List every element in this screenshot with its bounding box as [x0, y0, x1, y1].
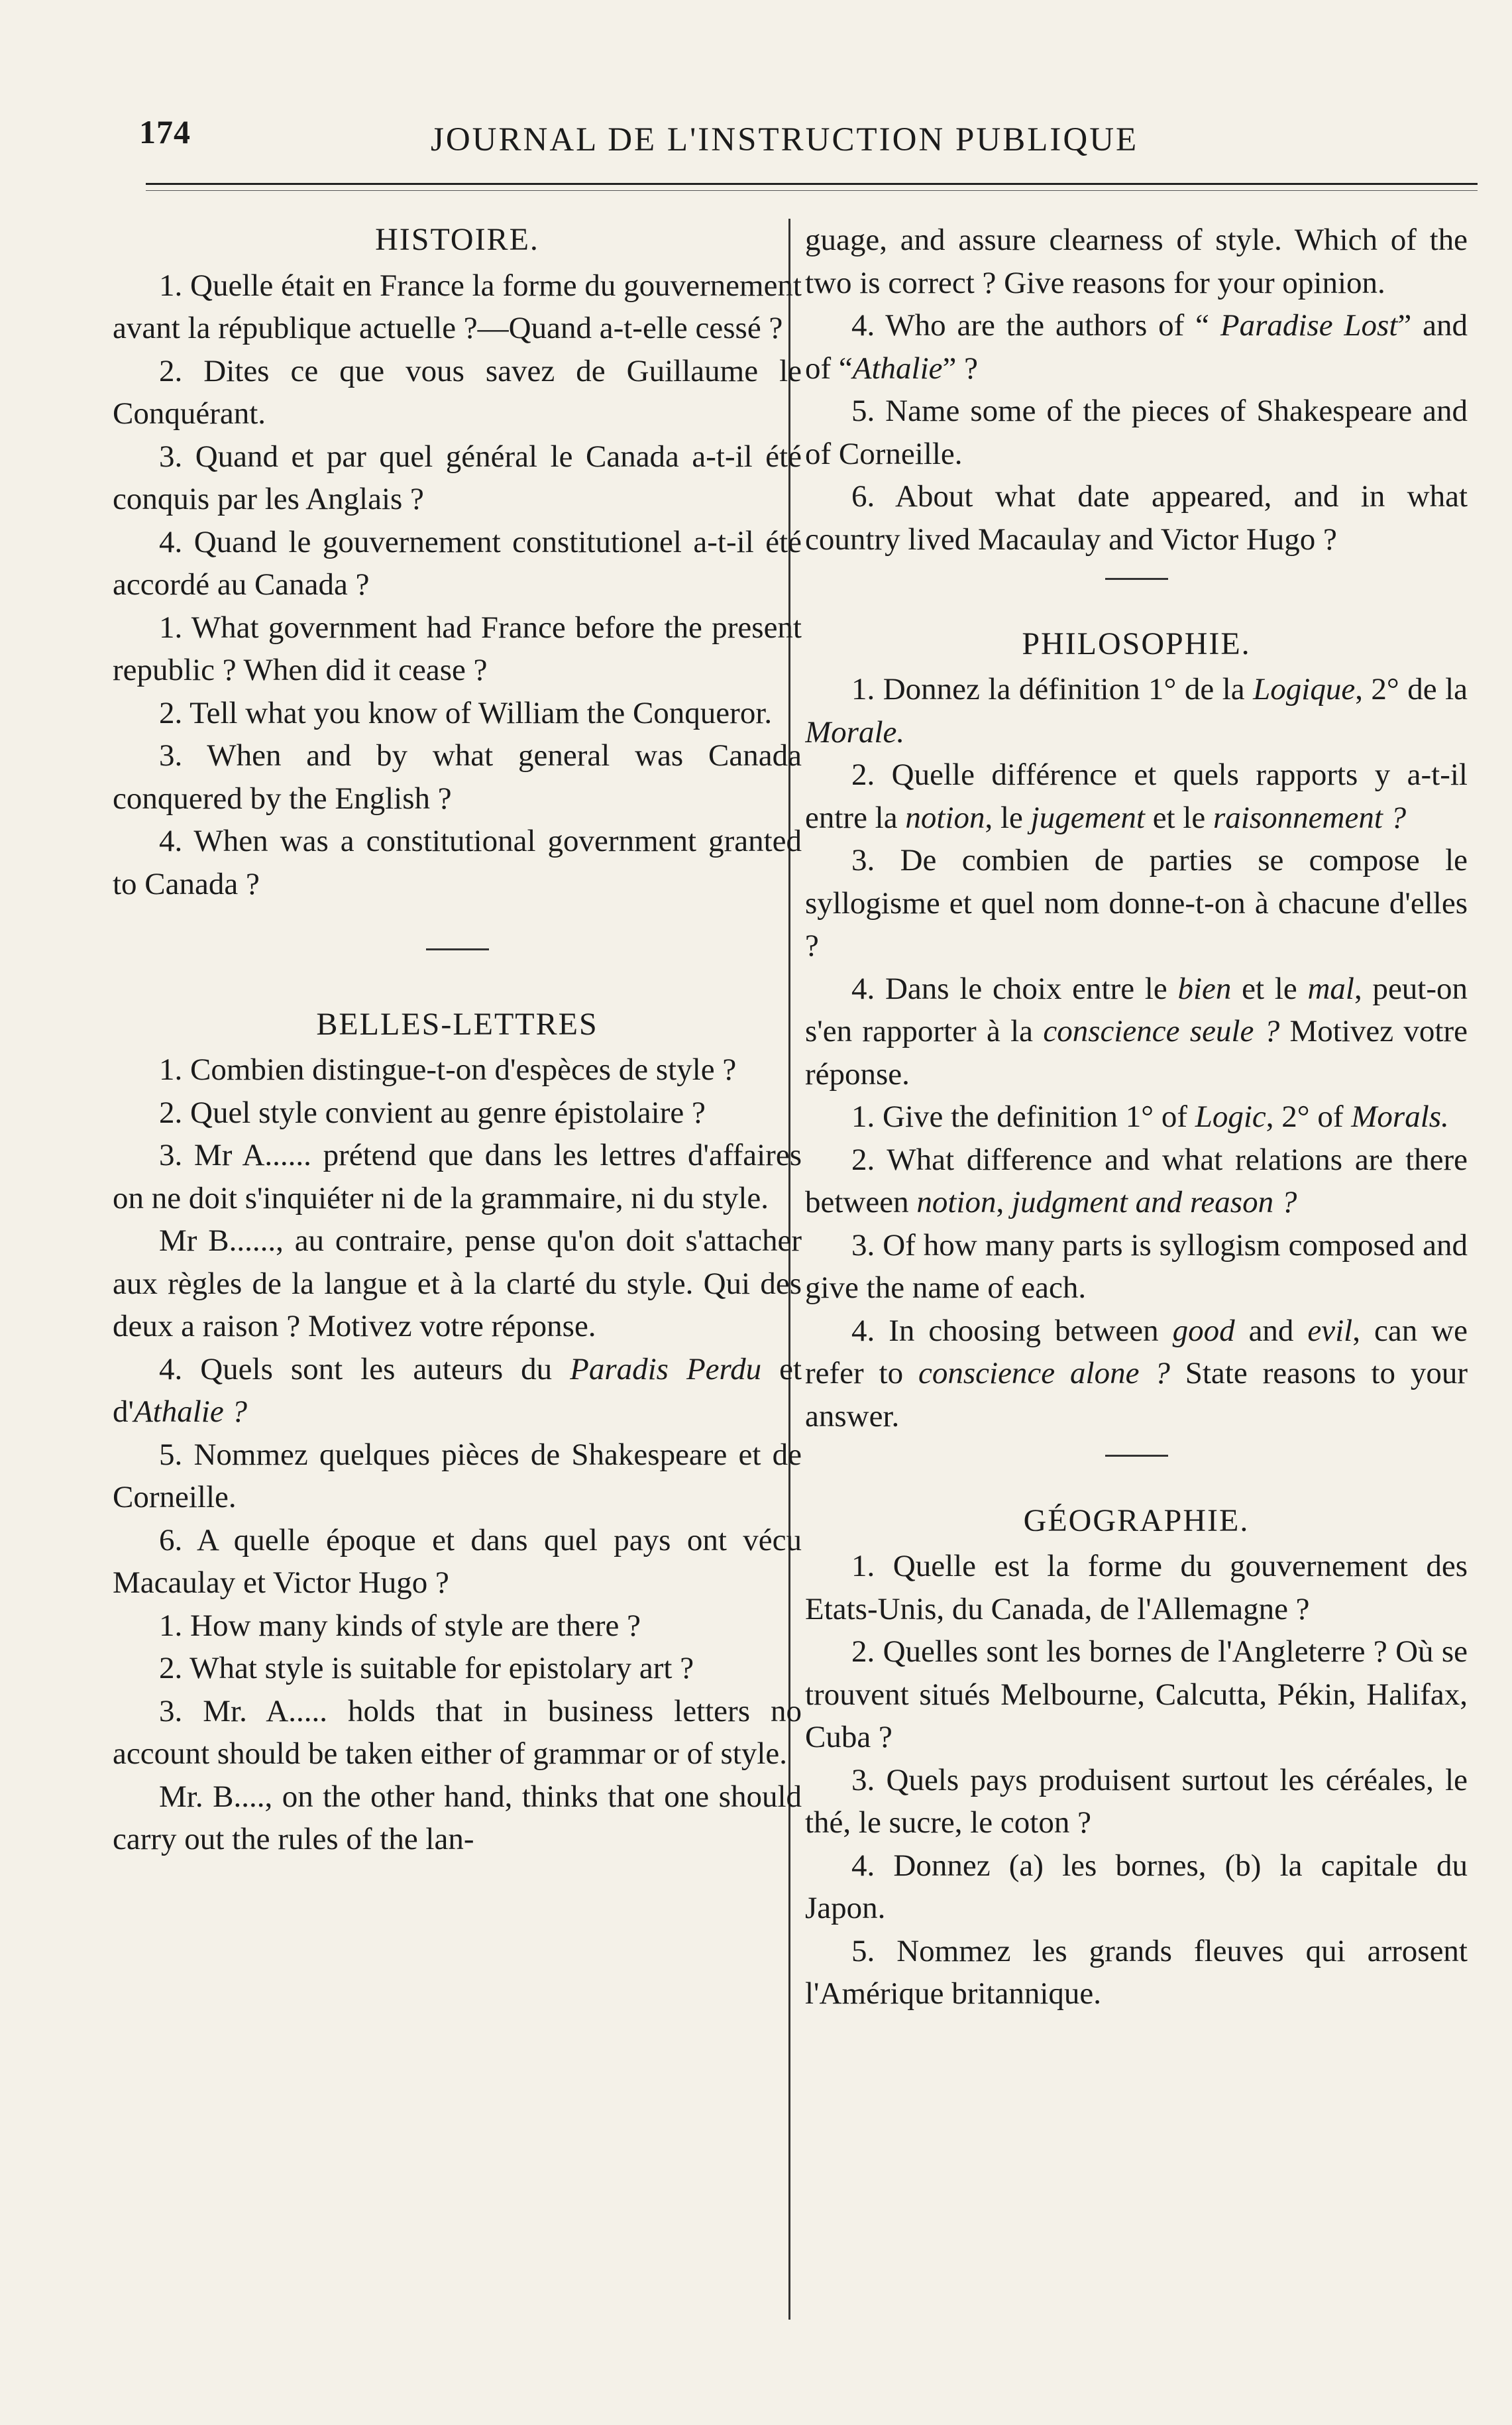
histoire-question-1-fr: 1. Quelle était en France la forme du gouvernement avant la république actuelle ?—Quand a-t-elle cessé ? [113, 268, 802, 345]
geographie-question-1: 1. Quelle est la forme du gouvernement des Etats-Unis, du Canada, de l'Allemagne ? [805, 1549, 1468, 1626]
philosophie-question-2-fr: 2. Quelle différence et quels rapports y a-t-il entre la notion, le jugement et le raisonnement ? [805, 758, 1468, 835]
philosophie-question-1-en: 1. Give the definition 1° of Logic, 2° of Morals. [851, 1100, 1449, 1134]
philosophie-question-4-fr: 4. Dans le choix entre le bien et le mal, peut-on s'en rapporter à la conscience seule ? Motivez votre réponse. [805, 971, 1468, 1092]
belles-lettres-question-4-en: 4. Who are the authors of “ Paradise Lost” and of “Athalie” ? [805, 308, 1468, 386]
histoire-question-3-en: 3. When and by what general was Canada conquered by the English ? [113, 738, 802, 816]
geographie-question-4: 4. Donnez (a) les bornes, (b) la capitale du Japon. [805, 1848, 1468, 1925]
geographie-question-3: 3. Quels pays produisent surtout les céréales, le thé, le sucre, le coton ? [805, 1762, 1468, 1840]
histoire-question-4-en: 4. When was a constitutional government granted to Canada ? [113, 824, 802, 901]
left-column [113, 219, 802, 2340]
belles-lettres-question-3a-en: 3. Mr. A..... holds that in business letters no account should be taken either of grammar or of style. [113, 1693, 802, 1771]
geographie-question-2: 2. Quelles sont les bornes de l'Angleterre ? Où se trouvent situés Melbourne, Calcutta, Pékin, Halifax, Cuba ? [805, 1634, 1468, 1754]
belles-lettres-question-5-fr: 5. Nommez quelques pièces de Shakespeare et de Corneille. [113, 1437, 802, 1514]
belles-lettres-question-2-en: 2. What style is suitable for epistolary art ? [159, 1651, 694, 1685]
geographie-question-5: 5. Nommez les grands fleuves qui arrosent l'Amérique britannique. [805, 1933, 1468, 2011]
histoire-question-2-fr: 2. Dites ce que vous savez de Guillaume le Conquérant. [113, 353, 802, 431]
belles-lettres-question-6-en: 6. About what date appeared, and in what country lived Macaulay and Victor Hugo ? [805, 479, 1468, 557]
section-heading-geographie: GÉOGRAPHIE. [1023, 1502, 1250, 1538]
belles-lettres-question-3b-fr: Mr B......, au contraire, pense qu'on doit s'attacher aux règles de la langue et à la clarté du style. Qui des deux a raison ? Motivez votre réponse. [113, 1223, 802, 1343]
right-column [805, 219, 1468, 2340]
belles-lettres-question-2-fr: 2. Quel style convient au genre épistolaire ? [159, 1095, 706, 1130]
belles-lettres-question-5-en: 5. Name some of the pieces of Shakespeare and of Corneille. [805, 394, 1468, 471]
philosophie-question-3-fr: 3. De combien de parties se compose le syllogisme et quel nom donne-t-on à chacune d'elles ? [805, 843, 1468, 963]
section-heading-histoire: HISTOIRE. [375, 222, 539, 257]
belles-lettres-question-4-fr: 4. Quels sont les auteurs du Paradis Perdu et d'Athalie ? [113, 1351, 802, 1429]
belles-lettres-question-3a-fr: 3. Mr A...... prétend que dans les lettres d'affaires on ne doit s'inquiéter ni de la grammaire, ni du style. [113, 1138, 802, 1215]
belles-lettres-question-6-fr: 6. A quelle époque et dans quel pays ont vécu Macaulay et Victor Hugo ? [113, 1522, 802, 1600]
header-rule [146, 183, 1478, 191]
histoire-question-3-fr: 3. Quand et par quel général le Canada a-t-il été conquis par les Anglais ? [113, 439, 802, 516]
section-heading-belles-lettres: BELLES-LETTRES [316, 1006, 598, 1042]
philosophie-question-2-en: 2. What difference and what relations are there between notion, judgment and reason ? [805, 1142, 1468, 1219]
belles-lettres-question-3b-en: Mr. B...., on the other hand, thinks that one should carry out the rules of the lan- [113, 1779, 802, 1856]
belles-lettres-question-3b-en-continued: guage, and assure clearness of style. Which of the two is correct ? Give reasons for your opinion. [805, 223, 1468, 300]
histoire-question-4-fr: 4. Quand le gouvernement constitutionel a-t-il été accordé au Canada ? [113, 524, 802, 602]
philosophie-question-1-fr: 1. Donnez la définition 1° de la Logique, 2° de la Morale. [805, 672, 1468, 750]
belles-lettres-question-1-fr: 1. Combien distingue-t-on d'espèces de style ? [159, 1052, 737, 1087]
histoire-question-2-en: 2. Tell what you know of William the Conqueror. [159, 695, 773, 730]
page-header [139, 106, 1213, 179]
philosophie-question-3-en: 3. Of how many parts is syllogism composed and give the name of each. [805, 1227, 1468, 1305]
page-number: 174 [139, 113, 191, 150]
section-heading-philosophie: PHILOSOPHIE. [1022, 626, 1251, 661]
running-title: JOURNAL DE L'INSTRUCTION PUBLIQUE [431, 121, 1139, 158]
philosophie-question-4-en: 4. In choosing between good and evil, can we refer to conscience alone ? State reasons to your answer. [805, 1313, 1468, 1434]
histoire-question-1-en: 1. What government had France before the present republic ? When did it cease ? [113, 610, 802, 687]
belles-lettres-question-1-en: 1. How many kinds of style are there ? [159, 1608, 641, 1643]
